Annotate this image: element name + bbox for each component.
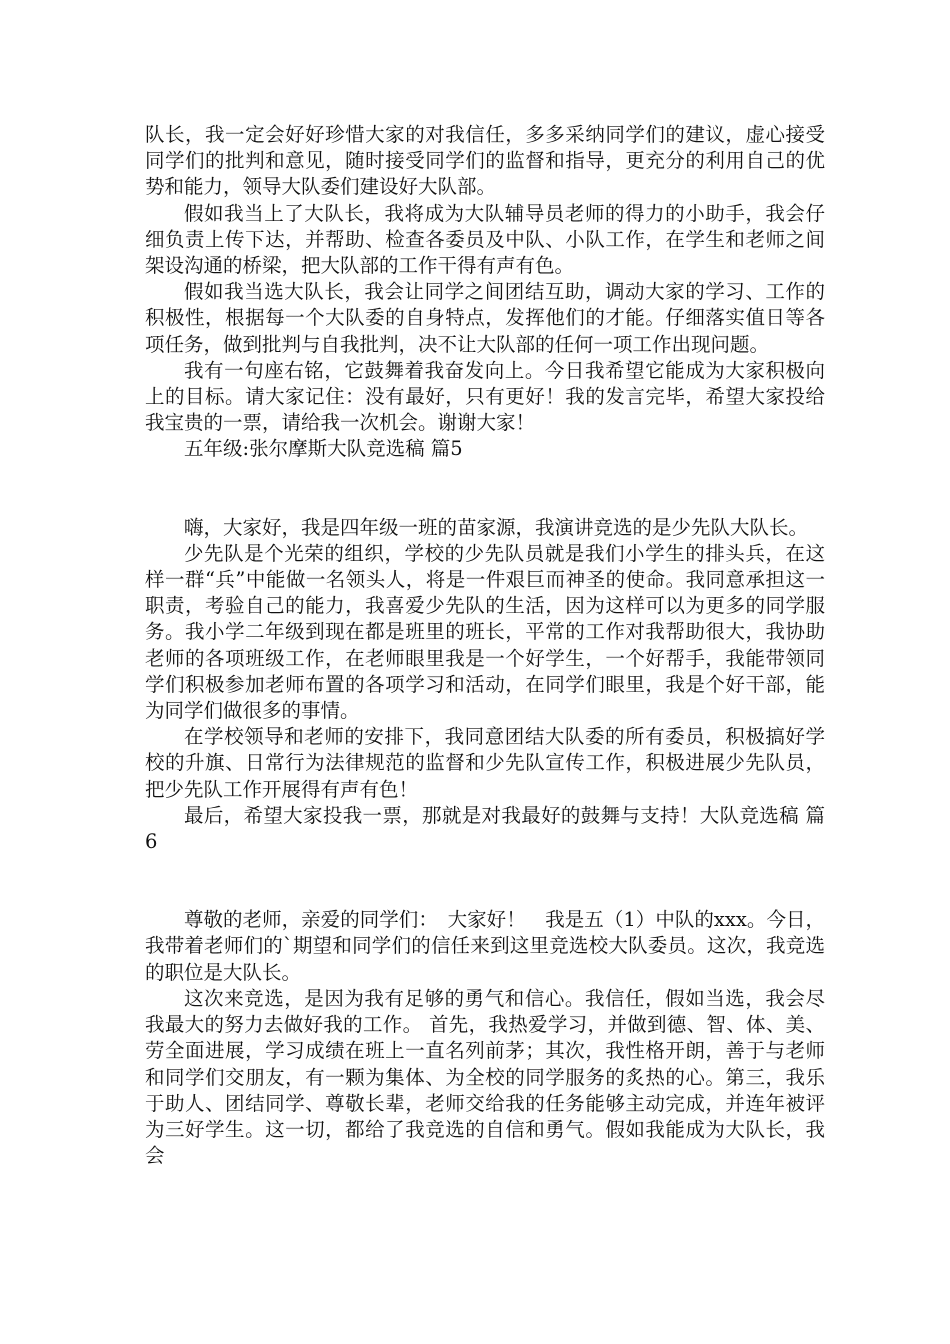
paragraph-2: 假如我当上了大队长，我将成为大队辅导员老师的得力的小助手，我会仔细负责上传下达，并帮助、检查各委员及中队、小队工作，在学生和老师之间架设沟通的桥梁，把大队部的工作干得有声有色。 [145,201,825,278]
spacer [145,463,825,515]
paragraph-6: 嗨，大家好，我是四年级一班的苗家源，我演讲竞选的是少先队大队长。 [184,515,809,539]
paragraph-11: 这次来竞选，是因为我有足够的勇气和信心。我信任，假如当选，我会尽我最大的努力去做好我的工作。 首先，我热爱学习，并做到德、智、体、美、劳全面进展，学习成绩在班上一直名列前茅；其次，我性格开朗，善于与老师和同学们交朋友，有一颗为集体、为全校的同学服务的炙热的心。第三，我乐于助人、团结同学、尊敬长辈，老师交给我的任务能够主动完成，并连年被评为三好学生。这一切，都给了我竞选的自信和勇气。假如我能成为大队长，我会 [145,986,825,1168]
paragraph-7: 少先队是个光荣的组织，学校的少先队员就是我们小学生的排头兵，在这样一群“兵”中能做一名领头人，将是一件艰巨而神圣的使命。我同意承担这一职责，考验自己的能力，我喜爱少先队的生活，因为这样可以为更多的同学服务。我小学二年级到现在都是班里的班长，平常的工作对我帮助很大，我协助老师的各项班级工作，在老师眼里我是一个好学生，一个好帮手，我能带领同学们积极参加老师布置的各项学习和活动，在同学们眼里，我是个好干部，能为同学们做很多的事情。 [145,541,825,723]
paragraph-9: 最后，希望大家投我一票，那就是对我最好的鼓舞与支持！大队竞选稿 篇6 [145,803,825,854]
paragraph-10: 尊敬的老师，亲爱的同学们： 大家好！ 我是五（1）中队的xxx。今日，我带着老师们的`期望和同学们的信任来到这里竞选校大队委员。这次，我竞选的职位是大队长。 [145,908,825,984]
document-page [145,122,825,1169]
paragraph-1: 队长，我一定会好好珍惜大家的对我信任，多多采纳同学们的建议，虚心接受同学们的批判和意见，随时接受同学们的监督和指导，更充分的利用自己的优势和能力，领导大队委们建设好大队部。 [145,123,825,199]
spacer [145,855,825,907]
paragraph-8: 在学校领导和老师的安排下，我同意团结大队委的所有委员，积极搞好学校的升旗、日常行为法律规范的监督和少先队宣传工作，积极进展少先队员，把少先队工作开展得有声有色！ [145,725,825,801]
paragraph-4: 我有一句座右铭，它鼓舞着我奋发向上。今日我希望它能成为大家积极向上的目标。请大家记住：没有最好，只有更好！我的发言完毕，希望大家投给我宝贵的一票，请给我一次机会。谢谢大家！ [145,358,825,435]
section-heading-5: 五年级:张尔摩斯大队竞选稿 篇5 [184,437,463,461]
paragraph-3: 假如我当选大队长，我会让同学之间团结互助，调动大家的学习、工作的积极性，根据每一个大队委的自身特点，发挥他们的才能。仔细落实值日等各项任务，做到批判与自我批判，决不让大队部的任何一项工作出现问题。 [145,280,825,356]
